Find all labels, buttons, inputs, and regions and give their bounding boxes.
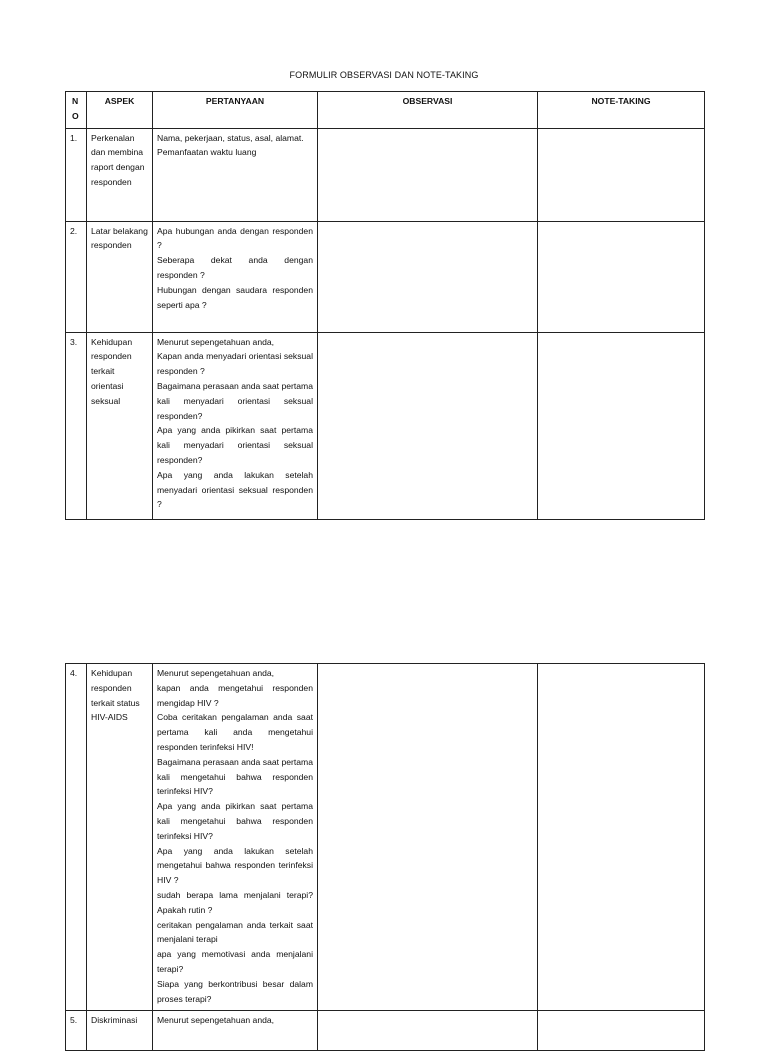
observation-table-page-1 bbox=[65, 91, 705, 520]
question-text: Hubungan dengan saudara responden seperti apa ? bbox=[157, 284, 313, 310]
question-text: ceritakan pengalaman anda terkait saat menjalani terapi bbox=[157, 919, 313, 945]
row-number: 3. bbox=[66, 332, 87, 519]
row-pertanyaan bbox=[153, 128, 318, 221]
question-text: sudah berapa lama menjalani terapi? Apakah rutin ? bbox=[157, 889, 313, 915]
observasi-cell[interactable] bbox=[318, 128, 538, 221]
question-text: Apa yang anda lakukan setelah mengetahui bahwa responden terinfeksi HIV ? bbox=[157, 845, 313, 886]
table-row bbox=[66, 1011, 705, 1051]
question-text: apa yang memotivasi anda menjalani terapi? bbox=[157, 949, 313, 974]
table-row bbox=[66, 128, 705, 221]
row-aspek: Diskriminasi bbox=[87, 1011, 153, 1051]
header-note-taking: NOTE-TAKING bbox=[538, 92, 705, 129]
table-row bbox=[66, 664, 705, 1011]
row-pertanyaan bbox=[153, 664, 318, 1011]
row-number: 2. bbox=[66, 221, 87, 332]
question-text: Pemanfaatan waktu luang bbox=[157, 147, 257, 158]
note-taking-cell[interactable] bbox=[538, 664, 705, 1011]
table-row bbox=[66, 332, 705, 519]
page-title: FORMULIR OBSERVASI DAN NOTE-TAKING bbox=[289, 70, 479, 80]
row-aspek: Kehidupan responden terkait orientasi seksual bbox=[87, 332, 153, 519]
header-observasi: OBSERVASI bbox=[318, 92, 538, 129]
question-text: Coba ceritakan pengalaman anda saat pertama kali anda mengetahui responden terinfeksi HIV! bbox=[157, 712, 313, 752]
table-header-row bbox=[66, 92, 705, 129]
row-number: 5. bbox=[66, 1011, 87, 1051]
row-aspek: Kehidupan responden terkait status HIV-AIDS bbox=[87, 664, 153, 1011]
note-taking-cell[interactable] bbox=[538, 332, 705, 519]
question-text: Bagaimana perasaan anda saat pertama kali mengetahui bahwa responden terinfeksi HIV? bbox=[157, 756, 313, 797]
note-taking-cell[interactable] bbox=[538, 221, 705, 332]
row-aspek: Perkenalan dan membina raport dengan responden bbox=[87, 128, 153, 221]
question-text: Apa yang anda pikirkan saat pertama kali mengetahui bahwa responden terinfeksi HIV? bbox=[157, 801, 313, 841]
header-no: N O bbox=[66, 92, 87, 129]
header-pertanyaan: PERTANYAAN bbox=[153, 92, 318, 129]
question-text: Apa hubungan anda dengan responden ? bbox=[157, 225, 313, 251]
question-text: Apa yang anda pikirkan saat pertama kali menyadari orientasi seksual responden? bbox=[157, 425, 313, 465]
row-pertanyaan bbox=[153, 332, 318, 519]
question-text: Bagaimana perasaan anda saat pertama kali menyadari orientasi seksual responden? bbox=[157, 380, 313, 421]
observasi-cell[interactable] bbox=[318, 1011, 538, 1051]
header-aspek: ASPEK bbox=[87, 92, 153, 129]
question-text: Nama, pekerjaan, status, asal, alamat. bbox=[157, 132, 304, 143]
note-taking-cell[interactable] bbox=[538, 1011, 705, 1051]
question-text: kapan anda mengetahui responden mengidap HIV ? bbox=[157, 682, 313, 708]
note-taking-cell[interactable] bbox=[538, 128, 705, 221]
question-text: Menurut sepengetahuan anda, bbox=[157, 1015, 275, 1026]
observasi-cell[interactable] bbox=[318, 664, 538, 1011]
row-pertanyaan bbox=[153, 1011, 318, 1051]
question-text: Apa yang anda lakukan setelah menyadari orientasi seksual responden ? bbox=[157, 469, 313, 510]
table-row bbox=[66, 221, 705, 332]
row-number: 1. bbox=[66, 128, 87, 221]
observasi-cell[interactable] bbox=[318, 332, 538, 519]
question-text: Seberapa dekat anda dengan responden ? bbox=[157, 255, 313, 280]
row-aspek: Latar belakang responden bbox=[87, 221, 153, 332]
row-number: 4. bbox=[66, 664, 87, 1011]
observasi-cell[interactable] bbox=[318, 221, 538, 332]
observation-table-page-2 bbox=[65, 663, 705, 1051]
question-text: Kapan anda menyadari orientasi seksual responden ? bbox=[157, 351, 313, 377]
question-text: Menurut sepengetahuan anda, bbox=[157, 668, 275, 678]
row-pertanyaan bbox=[153, 221, 318, 332]
question-text: Menurut sepengetahuan anda, bbox=[157, 336, 275, 347]
question-text: Siapa yang berkontribusi besar dalam proses terapi? bbox=[157, 978, 313, 1004]
